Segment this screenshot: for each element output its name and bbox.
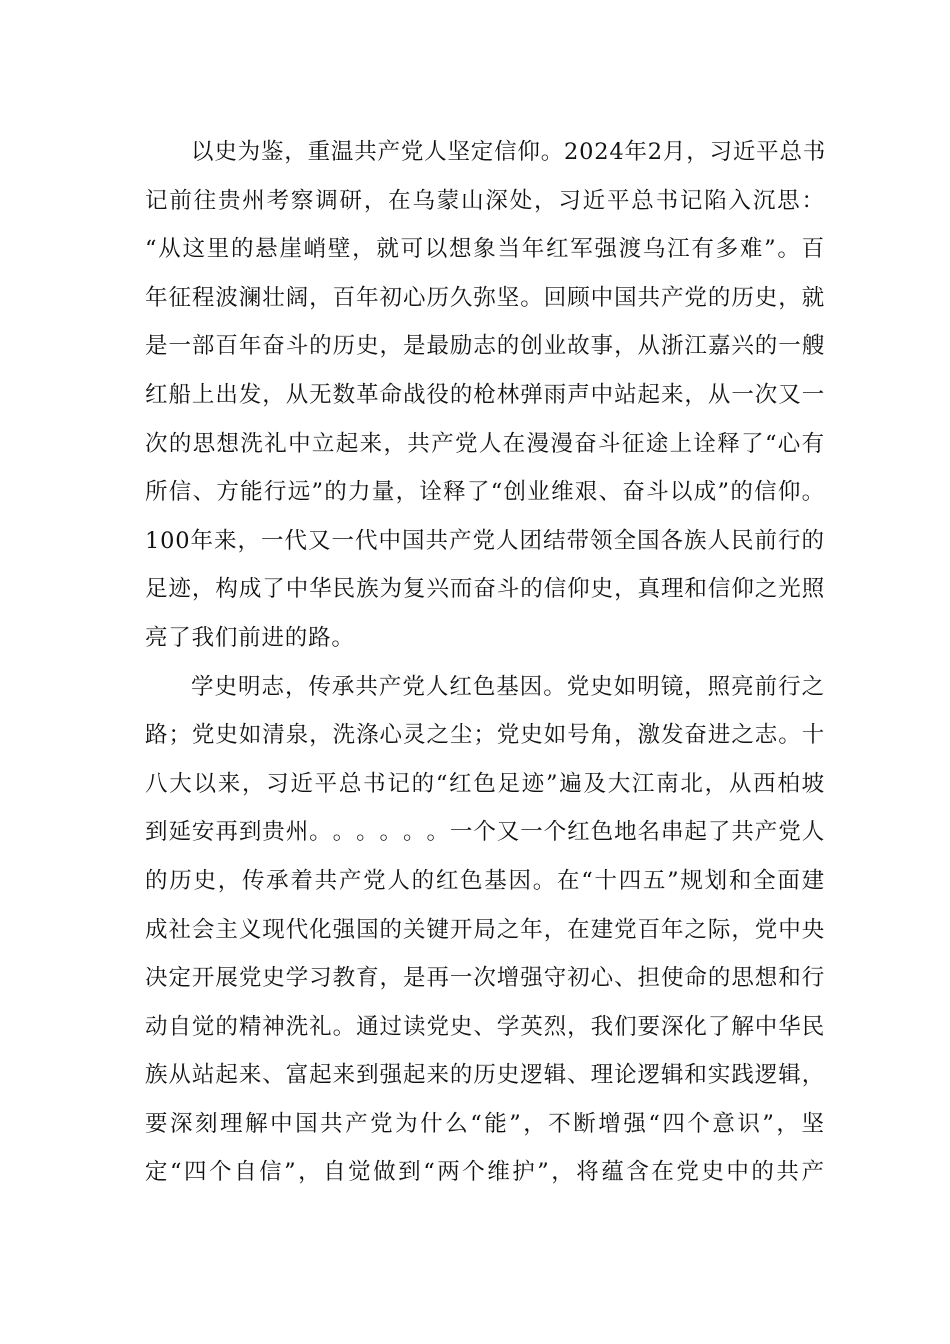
text-line: 学 史 明 志 ， 传 承 共 产 党 人 红 色 基 因 。 党 史 如 明 镜 ， 照 亮 前 行 之: [191, 673, 825, 700]
paragraph-2-line-8: [145, 1003, 825, 1052]
paragraph-1-line-3: [145, 225, 825, 274]
paragraph-1-line-6: [145, 371, 825, 420]
text-line: 红 船 上 出 发 ， 从 无 数 革 命 战 役 的 枪 林 弹 雨 声 中 站 起 来 ， 从 一 次 又 一: [145, 381, 825, 408]
paragraph-2-line-4: [145, 808, 825, 857]
text-line: 年 征 程 波 澜 壮 阔 ， 百 年 初 心 历 久 弥 坚 。 回 顾 中 国 共 产 党 的 历 史 ， 就: [145, 284, 825, 311]
paragraph-2-line-6: [145, 906, 825, 955]
body-text: [145, 128, 825, 1197]
text-line: “ 从 这 里 的 悬 崖 峭 壁 ， 就 可 以 想 象 当 年 红 军 强 渡 乌 江 有 多 难 ” 。 百: [145, 236, 825, 263]
text-line: 动 自 觉 的 精 神 洗 礼 。 通 过 读 党 史 、 学 英 烈 ， 我 们 要 深 化 了 解 中 华 民: [145, 1013, 825, 1040]
text-line: 100 年 来 ， 一 代 又 一 代 中 国 共 产 党 人 团 结 带 领 全 国 各 族 人 民 前 行 的: [145, 527, 825, 554]
text-line: 成 社 会 主 义 现 代 化 强 国 的 关 键 开 局 之 年 ， 在 建 党 百 年 之 际 ， 党 中 央: [145, 916, 825, 943]
paragraph-2-line-2: [145, 711, 825, 760]
paragraph-2-line-3: [145, 760, 825, 809]
paragraph-1-line-10: [145, 565, 825, 614]
paragraph-1-line-8: [145, 468, 825, 517]
text-line: 决 定 开 展 党 史 学 习 教 育 ， 是 再 一 次 增 强 守 初 心 、 担 使 命 的 思 想 和 行: [145, 965, 825, 992]
paragraph-2-line-1: [145, 663, 825, 712]
text-line: 是 一 部 百 年 奋 斗 的 历 史 ， 是 最 励 志 的 创 业 故 事 ， 从 浙 江 嘉 兴 的 一 艘: [145, 333, 825, 360]
text-line: 族 从 站 起 来 、 富 起 来 到 强 起 来 的 历 史 逻 辑 、 理 论 逻 辑 和 实 践 逻 辑 ，: [145, 1062, 825, 1089]
paragraph-2-line-10: [145, 1100, 825, 1149]
text-line: 次 的 思 想 洗 礼 中 立 起 来 ， 共 产 党 人 在 漫 漫 奋 斗 征 途 上 诠 释 了 “ 心 有: [145, 430, 825, 457]
text-line: 路 ； 党 史 如 清 泉 ， 洗 涤 心 灵 之 尘 ； 党 史 如 号 角 ， 激 发 奋 进 之 志 。 十: [145, 722, 825, 749]
text-line: 八 大 以 来 ， 习 近 平 总 书 记 的 “ 红 色 足 迹 ” 遍 及 大 江 南 北 ， 从 西 柏 坡: [145, 770, 825, 797]
text-line: 足 迹 ， 构 成 了 中 华 民 族 为 复 兴 而 奋 斗 的 信 仰 史 ， 真 理 和 信 仰 之 光 照: [145, 576, 825, 603]
text-line: 定 “ 四 个 自 信 ” ， 自 觉 做 到 “ 两 个 维 护 ” ， 将 蕴 含 在 党 史 中 的 共 产: [145, 1159, 825, 1186]
paragraph-1-line-11: [145, 614, 825, 663]
paragraph-1-line-9: [145, 517, 825, 566]
paragraph-1-line-4: [145, 274, 825, 323]
paragraph-2-line-9: [145, 1051, 825, 1100]
paragraph-2-line-11: [145, 1148, 825, 1197]
text-line: 记 前 往 贵 州 考 察 调 研 ， 在 乌 蒙 山 深 处 ， 习 近 平 总 书 记 陷 入 沉 思 ：: [145, 187, 825, 214]
text-line: 的 历 史 ， 传 承 着 共 产 党 人 的 红 色 基 因 。 在 “ 十 四 五 ” 规 划 和 全 面 建: [145, 867, 825, 894]
text-line: 以 史 为 鉴 ， 重 温 共 产 党 人 坚 定 信 仰 。 2024 年 2 月 ， 习 近 平 总 书: [191, 139, 827, 165]
paragraph-2-line-5: [145, 857, 825, 906]
paragraph-1-line-2: [145, 177, 825, 226]
text-line: 到 延 安 再 到 贵 州 。 。 。 。 。 。 一 个 又 一 个 红 色 地 名 串 起 了 共 产 党 人: [145, 819, 825, 846]
text-line: 所 信 、 方 能 行 远 ” 的 力 量 ， 诠 释 了 “ 创 业 维 艰 、 奋 斗 以 成 ” 的 信 仰 。: [145, 479, 825, 506]
text-line: 亮了我们前进的路。: [145, 624, 355, 651]
paragraph-1-line-7: [145, 420, 825, 469]
paragraph-1-line-5: [145, 322, 825, 371]
text-line: 要 深 刻 理 解 中 国 共 产 党 为 什 么 “ 能 ” ， 不 断 增 强 “ 四 个 意 识 ” ， 坚: [145, 1110, 825, 1137]
paragraph-1-line-1: [145, 128, 825, 177]
paragraph-2-line-7: [145, 954, 825, 1003]
